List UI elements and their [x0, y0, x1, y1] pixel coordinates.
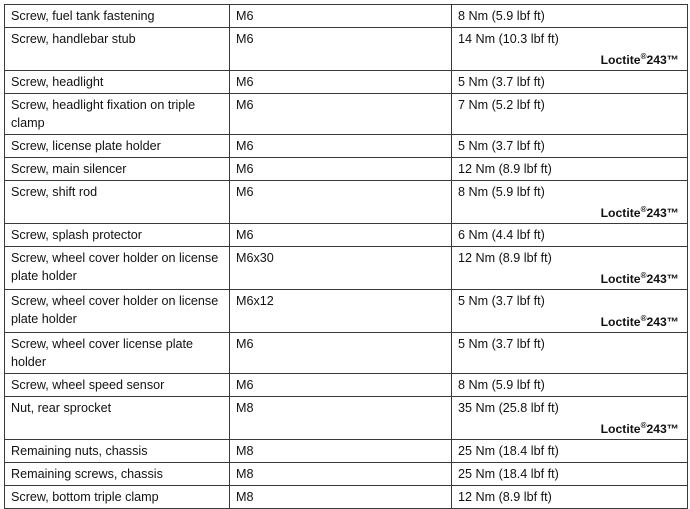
- torque-table-body: [5, 5, 688, 509]
- thread-size: M8: [230, 463, 452, 486]
- loctite-note: [458, 267, 681, 287]
- thread-size: M8: [230, 397, 452, 440]
- torque-cell: [452, 224, 688, 247]
- torque-value: 25 Nm (18.4 lbf ft): [458, 467, 559, 481]
- torque-value: 35 Nm (25.8 lbf ft): [458, 401, 559, 415]
- table-row: [5, 5, 688, 28]
- torque-value: 7 Nm (5.2 lbf ft): [458, 98, 545, 112]
- registered-mark: ®: [640, 52, 647, 61]
- fastener-description: Screw, fuel tank fastening: [5, 5, 230, 28]
- fastener-description: Screw, license plate holder: [5, 135, 230, 158]
- torque-value: 8 Nm (5.9 lbf ft): [458, 378, 545, 392]
- loctite-note: [458, 310, 681, 330]
- loctite-name: Loctite: [600, 206, 641, 220]
- table-row: [5, 290, 688, 333]
- loctite-note: [458, 48, 681, 68]
- torque-cell: [452, 181, 688, 224]
- table-row: [5, 181, 688, 224]
- thread-size: M6: [230, 28, 452, 71]
- torque-value: 12 Nm (8.9 lbf ft): [458, 162, 552, 176]
- table-row: [5, 333, 688, 374]
- torque-cell: [452, 5, 688, 28]
- fastener-description: Remaining screws, chassis: [5, 463, 230, 486]
- torque-value: 5 Nm (3.7 lbf ft): [458, 139, 545, 153]
- torque-cell: [452, 247, 688, 290]
- registered-mark: ®: [640, 271, 647, 280]
- thread-size: M6: [230, 374, 452, 397]
- fastener-description: Screw, wheel speed sensor: [5, 374, 230, 397]
- torque-cell: [452, 440, 688, 463]
- table-row: [5, 71, 688, 94]
- torque-cell: [452, 374, 688, 397]
- loctite-name: Loctite: [600, 272, 641, 286]
- fastener-description: Screw, bottom triple clamp: [5, 486, 230, 509]
- thread-size: M6x30: [230, 247, 452, 290]
- loctite-name: Loctite: [600, 53, 641, 67]
- table-row: [5, 463, 688, 486]
- registered-mark: ®: [640, 314, 647, 323]
- fastener-description: Nut, rear sprocket: [5, 397, 230, 440]
- fastener-description: Screw, handlebar stub: [5, 28, 230, 71]
- thread-size: M6: [230, 224, 452, 247]
- thread-size: M6: [230, 5, 452, 28]
- torque-value: 6 Nm (4.4 lbf ft): [458, 228, 545, 242]
- thread-size: M6x12: [230, 290, 452, 333]
- fastener-description: Screw, wheel cover holder on license plate holder: [5, 247, 230, 290]
- torque-cell: [452, 333, 688, 374]
- torque-cell: [452, 397, 688, 440]
- thread-size: M6: [230, 135, 452, 158]
- torque-cell: [452, 71, 688, 94]
- loctite-code: 243™: [646, 422, 679, 436]
- registered-mark: ®: [640, 421, 647, 430]
- table-row: [5, 247, 688, 290]
- torque-cell: [452, 290, 688, 333]
- loctite-note: [458, 417, 681, 437]
- torque-value: 5 Nm (3.7 lbf ft): [458, 75, 545, 89]
- table-row: [5, 397, 688, 440]
- torque-value: 8 Nm (5.9 lbf ft): [458, 9, 545, 23]
- fastener-description: Screw, main silencer: [5, 158, 230, 181]
- torque-spec-table: [4, 4, 688, 509]
- table-row: [5, 135, 688, 158]
- table-row: [5, 94, 688, 135]
- table-row: [5, 440, 688, 463]
- torque-value: 14 Nm (10.3 lbf ft): [458, 32, 559, 46]
- thread-size: M6: [230, 333, 452, 374]
- torque-value: 25 Nm (18.4 lbf ft): [458, 444, 559, 458]
- torque-value: 8 Nm (5.9 lbf ft): [458, 185, 545, 199]
- torque-cell: [452, 94, 688, 135]
- registered-mark: ®: [640, 205, 647, 214]
- fastener-description: Screw, wheel cover holder on license plate holder: [5, 290, 230, 333]
- thread-size: M6: [230, 158, 452, 181]
- fastener-description: Screw, shift rod: [5, 181, 230, 224]
- loctite-code: 243™: [646, 206, 679, 220]
- loctite-name: Loctite: [600, 422, 641, 436]
- fastener-description: Screw, wheel cover license plate holder: [5, 333, 230, 374]
- loctite-code: 243™: [646, 53, 679, 67]
- thread-size: M8: [230, 440, 452, 463]
- thread-size: M8: [230, 486, 452, 509]
- thread-size: M6: [230, 71, 452, 94]
- torque-cell: [452, 28, 688, 71]
- fastener-description: Screw, headlight fixation on triple clamp: [5, 94, 230, 135]
- loctite-note: [458, 201, 681, 221]
- torque-value: 12 Nm (8.9 lbf ft): [458, 251, 552, 265]
- fastener-description: Screw, splash protector: [5, 224, 230, 247]
- torque-value: 5 Nm (3.7 lbf ft): [458, 294, 545, 308]
- fastener-description: Screw, headlight: [5, 71, 230, 94]
- torque-cell: [452, 158, 688, 181]
- thread-size: M6: [230, 181, 452, 224]
- fastener-description: Remaining nuts, chassis: [5, 440, 230, 463]
- torque-cell: [452, 463, 688, 486]
- loctite-name: Loctite: [600, 315, 641, 329]
- loctite-code: 243™: [646, 272, 679, 286]
- table-row: [5, 224, 688, 247]
- loctite-code: 243™: [646, 315, 679, 329]
- torque-value: 5 Nm (3.7 lbf ft): [458, 337, 545, 351]
- table-row: [5, 374, 688, 397]
- torque-value: 12 Nm (8.9 lbf ft): [458, 490, 552, 504]
- torque-cell: [452, 135, 688, 158]
- table-row: [5, 158, 688, 181]
- thread-size: M6: [230, 94, 452, 135]
- table-row: [5, 28, 688, 71]
